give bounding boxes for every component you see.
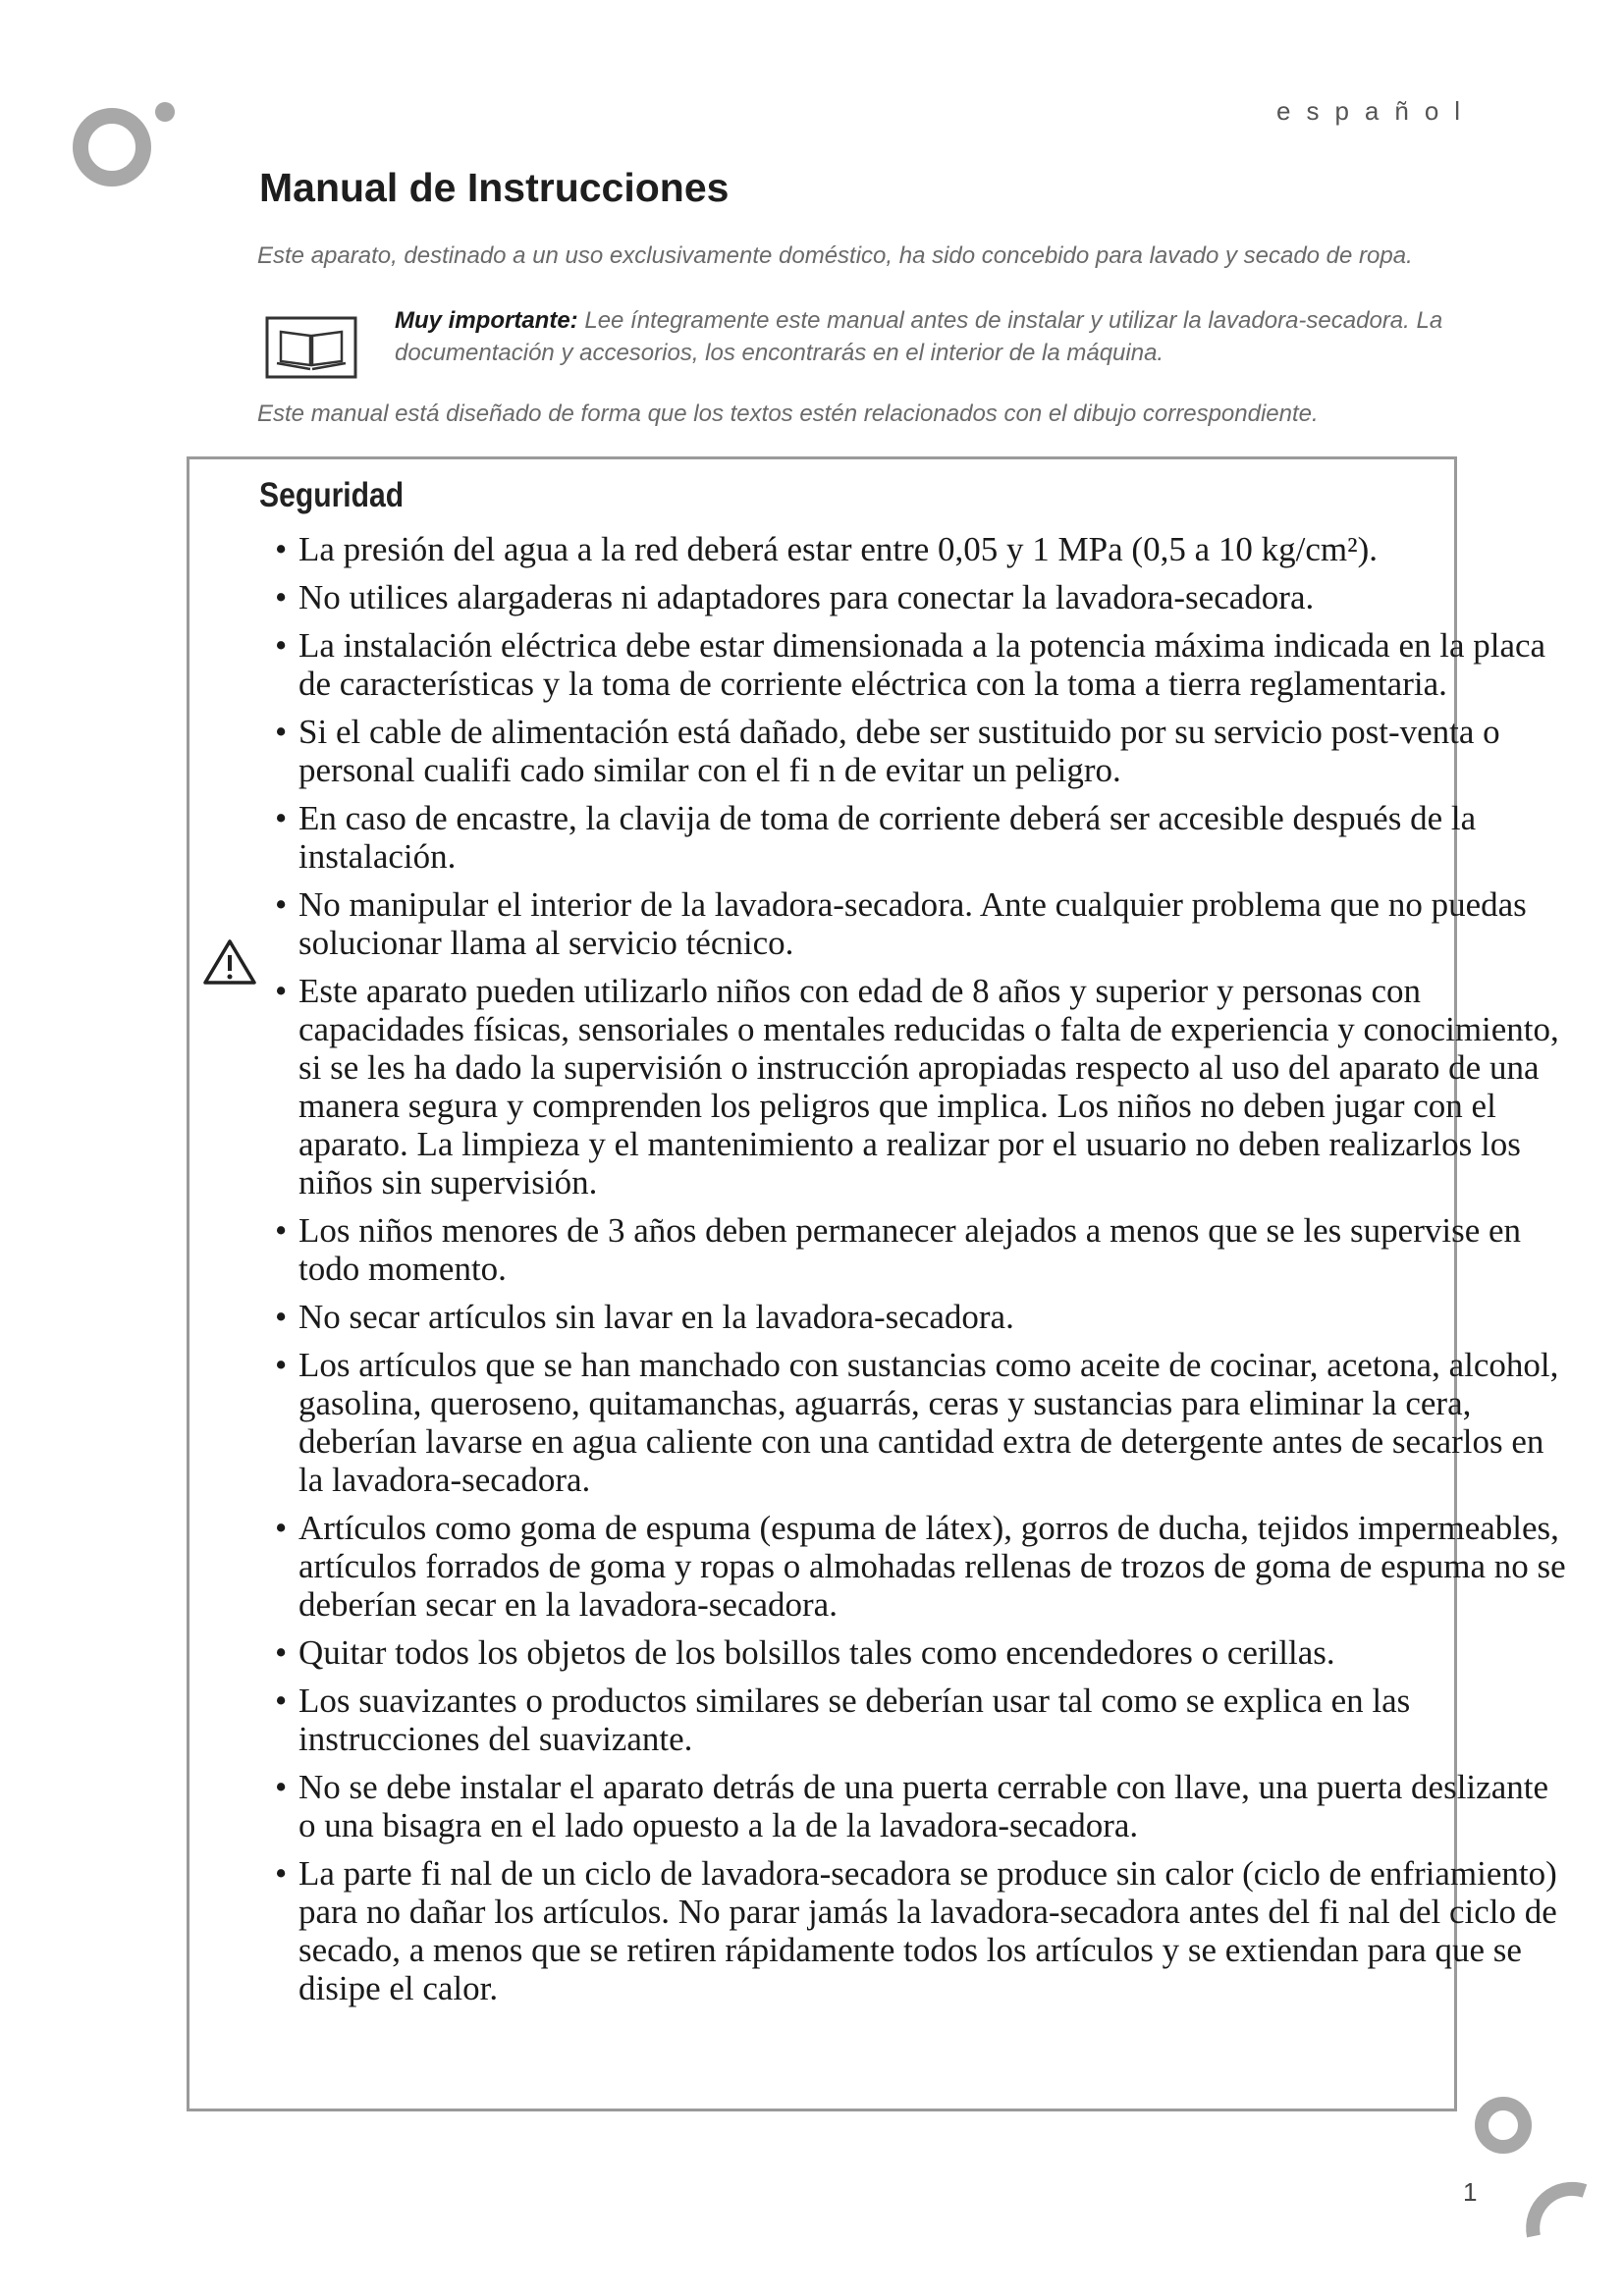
safety-list: [275, 530, 1571, 2017]
safety-item: • Artículos como goma de espuma (espuma de látex), gorros de ducha, tejidos impermeables, artículos forrados de goma y ropas o almohadas rellenas de trozos de goma de espuma no se deberían secar en la lavadora-secadora.: [275, 1509, 1571, 1624]
page-title: Manual de Instrucciones: [259, 165, 730, 210]
brand-logo-icon: [65, 94, 194, 188]
language-label: español: [1276, 96, 1477, 126]
intro-text: Este aparato, destinado a un uso exclusivamente doméstico, ha sido concebido para lavado y secado de ropa.: [257, 242, 1413, 269]
safety-item: • Este aparato pueden utilizarlo niños con edad de 8 años y superior y personas con capacidades físicas, sensoriales o mentales reducidas o falta de experiencia y conocimiento, si se les ha dado la supervisión o instrucción apropiadas respecto al uso del aparato de una manera segura y comprenden los peligros que implica. Los niños no deben jugar con el aparato. La limpieza y el mantenimiento a realizar por el usuario no deben realizarlos los niños sin supervisión.: [275, 972, 1571, 1201]
safety-item: • Los artículos que se han manchado con sustancias como aceite de cocinar, acetona, alcohol, gasolina, queroseno, quitamanchas, aguarrás, ceras y sustancias para eliminar la cera, deberían lavarse en agua caliente con una cantidad extra de detergente antes de secarlos en la lavadora-secadora.: [275, 1346, 1571, 1499]
decorative-circle-icon: [1471, 2093, 1536, 2158]
safety-item: • No secar artículos sin lavar en la lavadora-secadora.: [275, 1298, 1571, 1336]
warning-triangle-icon: [202, 937, 257, 987]
book-icon: [265, 316, 357, 379]
safety-item: • Quitar todos los objetos de los bolsillos tales como encendedores o cerillas.: [275, 1633, 1571, 1672]
safety-title: Seguridad: [259, 476, 405, 514]
safety-item: • La parte fi nal de un ciclo de lavadora-secadora se produce sin calor (ciclo de enfriamiento) para no dañar los artículos. No parar jamás la lavadora-secadora antes del fi nal del ciclo de secado, a menos que se retiren rápidamente todos los artículos y se extiendan para que se disipe el calor.: [275, 1854, 1571, 2007]
manual-note: Este manual está diseñado de forma que los textos estén relacionados con el dibujo correspondiente.: [257, 400, 1319, 427]
important-body: Lee íntegramente este manual antes de instalar y utilizar la lavadora-secadora. La documentación y accesorios, los encontrarás en el interior de la máquina.: [395, 307, 1443, 366]
safety-item: • La instalación eléctrica debe estar dimensionada a la potencia máxima indicada en la placa de características y la toma de corriente eléctrica con la toma a tierra reglamentaria.: [275, 626, 1571, 703]
safety-item: • No manipular el interior de la lavadora-secadora. Ante cualquier problema que no puedas solucionar llama al servicio técnico.: [275, 885, 1571, 962]
important-label: Muy importante:: [395, 307, 578, 334]
safety-item: • Los suavizantes o productos similares se deberían usar tal como se explica en las instrucciones del suavizante.: [275, 1682, 1571, 1758]
safety-item: • La presión del agua a la red deberá estar entre 0,05 y 1 MPa (0,5 a 10 kg/cm²).: [275, 530, 1571, 568]
safety-item: • Los niños menores de 3 años deben permanecer alejados a menos que se les supervise en todo momento.: [275, 1211, 1571, 1288]
decorative-arc-icon: [1520, 2177, 1591, 2248]
page-number: 1: [1463, 2177, 1478, 2207]
important-notice: [265, 304, 1492, 387]
safety-item: • En caso de encastre, la clavija de toma de corriente deberá ser accesible después de la instalación.: [275, 799, 1571, 876]
important-text: [395, 304, 1475, 369]
safety-item: • No se debe instalar el aparato detrás de una puerta cerrable con llave, una puerta deslizante o una bisagra en el lado opuesto a la de la lavadora-secadora.: [275, 1768, 1571, 1844]
safety-item: • No utilices alargaderas ni adaptadores para conectar la lavadora-secadora.: [275, 578, 1571, 616]
safety-item: • Si el cable de alimentación está dañado, debe ser sustituido por su servicio post-venta o personal cualifi cado similar con el fi n de evitar un peligro.: [275, 713, 1571, 789]
